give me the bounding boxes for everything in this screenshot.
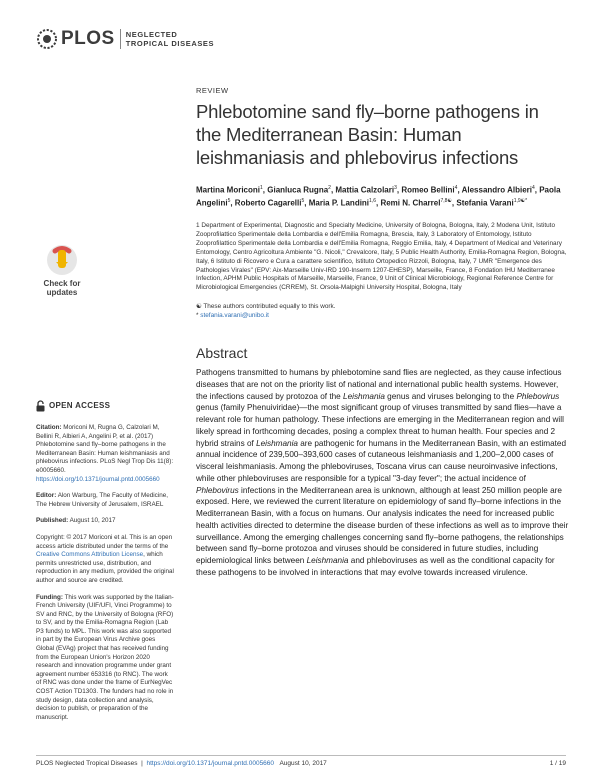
plos-logo-icon [36, 28, 58, 50]
author-name[interactable]: Gianluca Rugna [267, 185, 329, 195]
footer-journal: PLOS Neglected Tropical Diseases [36, 760, 138, 767]
page-footer [36, 760, 566, 767]
author-name[interactable]: Mattia Calzolari [335, 185, 395, 195]
author-affiliation-sup: 4 [454, 185, 458, 191]
author-affiliation-sup: 5 [227, 197, 231, 204]
footer-divider [36, 755, 566, 756]
abstract-segment: genus (family Phenuiviridae)—the most significant group of viruses transmitted by sand flies—have a relevant role for human pathology. These infections are emerging in the Mediterranean region and will likely spread in forthcoming decades, posing a complex threat to human health. Four species and 2 hybrid strains of [196, 403, 564, 448]
abstract-segment: genus and viruses belonging to the [384, 391, 517, 401]
author-affiliation-sup: 5 [301, 197, 305, 204]
citation-doi-link[interactable]: https://doi.org/10.1371/journal.pntd.0005660 [36, 475, 160, 483]
abstract-italic-term: Leishmania [343, 391, 385, 401]
email-star: * [196, 312, 201, 319]
author-affiliation-sup: 2 [328, 185, 331, 191]
abstract-segment: and phleboviruses as well as the conditional capacity for these pathogens to be involved in interactions that may evolve towards increased virulence. [196, 556, 555, 577]
author-affiliation-sup: 7,8☯ [440, 197, 452, 204]
check-label-line2: updates [46, 288, 78, 297]
journal-line-1: NEGLECTED [125, 30, 178, 39]
copyright-text-2: , which permits unrestricted use, distribution, and reproduction in any medium, provided the original author and source are credited. [36, 551, 174, 584]
author-notes [196, 302, 568, 320]
logo-divider [120, 29, 121, 49]
copyright-text-1: Copyright: © 2017 Moriconi et al. This is an open access article distributed under the terms of the [36, 533, 173, 550]
footer-doi-link[interactable]: https://doi.org/10.1371/journal.pntd.0005660 [146, 760, 275, 767]
abstract-segment: Pathogens transmitted to humans by phlebotomine sand flies are neglected, as they cause infectious diseases that are not on the priority list of national and international public health systems. However, the infections caused by protozoa of the [196, 368, 562, 401]
page-number: 1 / 19 [549, 760, 566, 767]
logo-plos-text: PLOS [61, 28, 115, 49]
author-name[interactable]: Remi N. Charrel [380, 198, 441, 208]
article-title: Phlebotomine sand fly–borne pathogens in the Mediterranean Basin: Human leishmaniasis and phlebovirus infections [196, 101, 539, 168]
article-type: REVIEW [196, 86, 229, 95]
abstract-italic-term: Phlebovirus [516, 391, 560, 401]
author-name[interactable]: Stefania Varani [456, 198, 514, 208]
author-affiliation-sup: 1 [260, 185, 263, 191]
published-date: August 10, 2017 [68, 517, 116, 525]
citation-label: Citation: [36, 424, 62, 431]
author-affiliation-sup: 4 [531, 185, 535, 191]
footer-date: August 10, 2017 [279, 760, 327, 767]
article-info-sidebar [36, 400, 174, 730]
footer-citation: PLOS Neglected Tropical Diseases | https://doi.org/10.1371/journal.pntd.0005660 August 10, 2017 [36, 760, 327, 767]
abstract-heading: Abstract [196, 345, 248, 361]
corresponding-email-line [196, 311, 568, 320]
affiliations: 1 Department of Experimental, Diagnostic and Specialty Medicine, University of Bologna, Bologna, Italy, 2 Modena Unit, Istituto Zooprofilattico Sperimentale della Lombardia e dell'Emilia Romagna, Brescia, Italy, 3 Laboratory of Entomology, Istituto Zooprofilattico Sperimentale della Lombardia e dell'Emilia Romagna, Reggio Emilia, Italy, 4 Department of Medical and Veterinary Entomology, Centro Agricoltura Ambiente "G. Nicoli," Crevalcore, Italy, 5 Public Health Authority, Emilia-Romagna Region, Bologna, Italy, 6 Istituto di Ricovero e Cura a carattere scientifico, Istituto Ortopedico Rizzoli, Bologna, Italy, 7 UMR "Emergence des Pathologies Virales" (EPV: Aix-Marseille Univ-IRD 190-Inserm 1207-EHESP), Marseille, France, 8 Fondation IHU Mediterranee Infection, APHM Public Hospitals of Marseille, Marseille, France, 9 Unit of Clinical Microbiology, Regional Reference Centre for Microbiological Emergencies (CRREM), St. Orsola-Malpighi University Hospital, Bologna, Italy [196, 222, 567, 292]
author-name[interactable]: Maria P. Landini [308, 198, 370, 208]
copyright-block [36, 534, 174, 586]
logo-journal-name [126, 30, 214, 48]
check-for-updates-icon [45, 243, 79, 277]
funding-text: This work was supported by the Italian-French University (UIF/UFI, Vinci Programme) to SV and RNC, by the University of Bologna (RFO) to SV, and by the Emilia-Romagna Region (Lab P3 funds) to MPL. This work was also supported in part by the European Virus Archive goes Global (EVAg) project that has received funding from the European Union's Horizon 2020 research and innovation programme under grant agreement number 653316 (to RNC). The work of RNC was done under the frame of EurNegVec COST Action TD1303. The funders had no role in study design, data collection and analysis, decision to publish, or preparation of the manuscript. [36, 593, 174, 721]
author-list: Martina Moriconi$^1$, Gianluca Rugna$^2$, Mattia Calzolari$^3$, Romeo Bellini$^4$, Alessandro Albieri$^4$, Paola Angelini$^5$, Roberto Cagarelli$^5$, Maria P. Landini$^{1,6}$, Remi N. Charrel$^{7,8☯}$, Stefania Varani$^{1,9☯*}$ [196, 185, 561, 208]
editor-text: Alon Warburg, The Faculty of Medicine, The Hebrew University of Jerusalem, ISRAEL [36, 492, 168, 508]
published-label: Published: [36, 517, 69, 525]
journal-logo[interactable] [36, 26, 214, 52]
open-access-label [36, 400, 174, 412]
author-name[interactable]: Romeo Bellini [401, 185, 455, 195]
check-for-updates-badge[interactable] [40, 243, 84, 297]
check-label-line1: Check for [43, 279, 81, 288]
citation-block [36, 424, 174, 484]
abstract-italic-term: Leishmania [256, 438, 298, 448]
author-name[interactable]: Paola Angelini [196, 185, 561, 208]
check-for-updates-label [40, 279, 84, 297]
author-affiliation-sup: 1,9☯* [513, 197, 528, 204]
author-name[interactable]: Alessandro Albieri [461, 185, 532, 195]
journal-line-2: TROPICAL DISEASES [125, 39, 215, 48]
author-affiliation-sup: 3 [394, 185, 397, 191]
open-access-text: OPEN ACCESS [49, 400, 111, 410]
abstract-segment: are pathogenic for humans in the Mediterranean Basin, with an estimated annual incidence of 239,500–393,600 cases of cutaneous leishmaniasis and 1,200–2,000 cases of visceral leishmaniasis. Among the phleboviruses, Toscana virus can cause neuroinvasive infections, while other phleboviruses are responsible for a typical "3-day fever"; the actual incidence of [196, 438, 567, 483]
corresponding-email-link[interactable]: stefania.varani@unibo.it [200, 312, 269, 319]
editor-label: Editor: [36, 492, 57, 500]
author-name[interactable]: Roberto Cagarelli [234, 198, 302, 208]
funding-block [36, 594, 174, 723]
open-lock-icon [36, 400, 45, 412]
author-name[interactable]: Martina Moriconi [196, 185, 261, 195]
abstract-segment: infections in the Mediterranean area is unknown, although at least 250 million people are exposed. Here, we reviewed the current literature on epidemiology of sand fly–borne infections in the Mediterranean Basin, with a focus on humans. Our analysis indicates the need for increased public health activities directed to determine the disease burden of these infections as well as to improve their surveillance. Among the emerging challenges concerning sand fly–borne pathogens, the relationships between sand fly–borne protozoa and viruses should be considered in future studies, including epidemiological links between [196, 485, 569, 565]
equal-contribution-note: ☯ These authors contributed equally to this work. [196, 303, 336, 310]
citation-text: Moriconi M, Rugna G, Calzolari M, Bellini R, Albieri A, Angelini P, et al. (2017) Phlebotomine sand fly–borne pathogens in the Mediterranean Basin: Human leishmaniasis and phlebovirus infections. PLoS Negl Trop Dis 11(8): e0005660. [36, 424, 174, 474]
abstract-paragraph [196, 367, 570, 579]
published-block [36, 517, 174, 526]
funding-label: Funding: [36, 593, 63, 601]
abstract-text [196, 367, 570, 579]
license-link[interactable]: Creative Commons Attribution License [36, 551, 144, 559]
abstract-italic-term: Phlebovirus [196, 485, 239, 495]
editor-block [36, 492, 174, 509]
abstract-italic-term: Leishmania [306, 556, 349, 565]
author-affiliation-sup: 1,6 [369, 197, 376, 204]
